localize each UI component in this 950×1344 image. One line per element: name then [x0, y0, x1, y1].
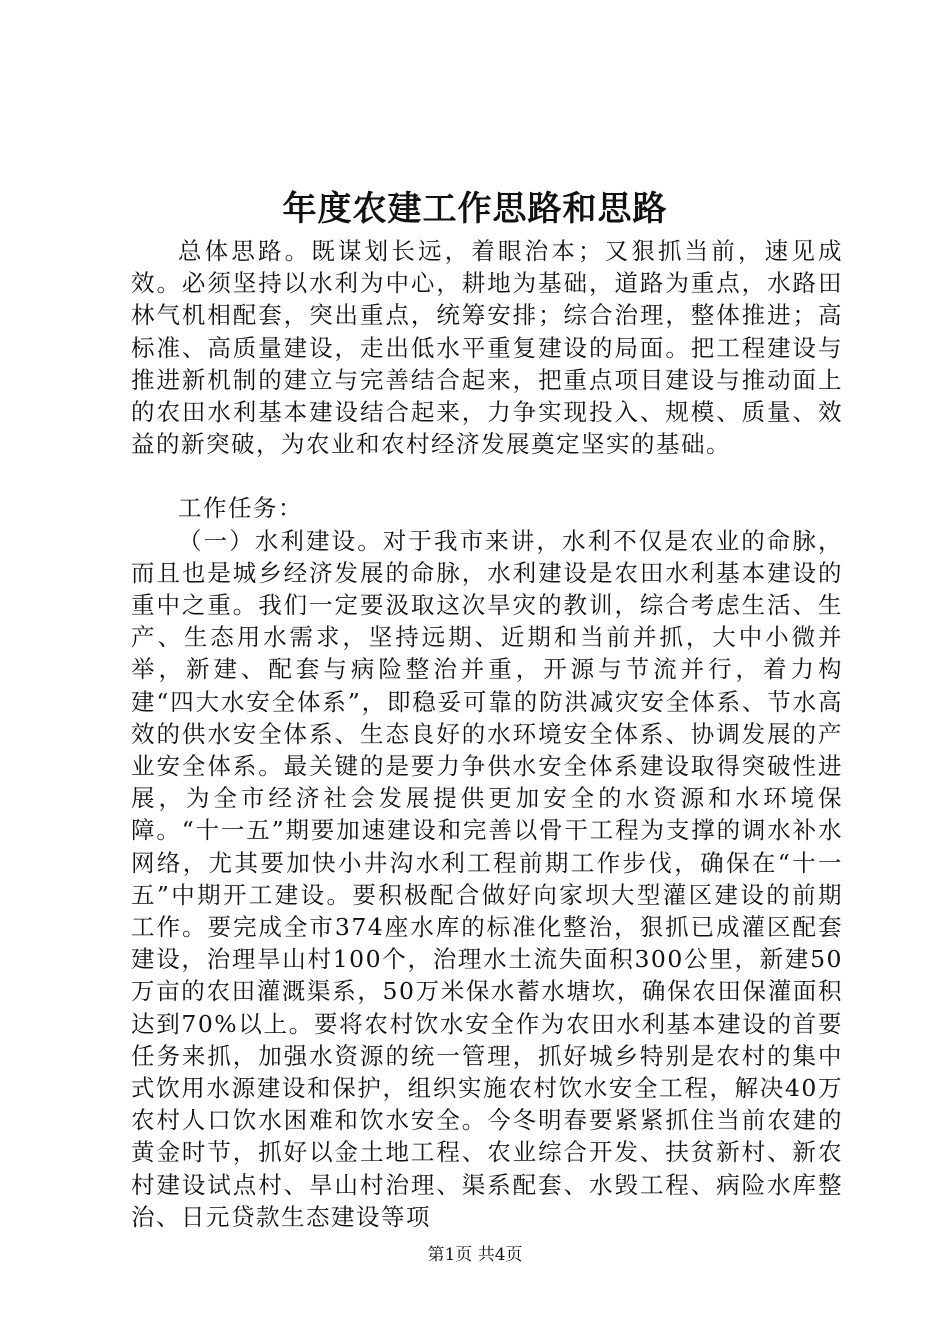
- document-body: [131, 235, 843, 1233]
- page-footer: 第1页 共4页: [427, 1245, 523, 1265]
- paragraph-water-conservancy: （一）水利建设。对于我市来讲，水利不仅是农业的命脉，而且也是城乡经济发展的命脉，水利建设是农田水利基本建设的重中之重。我们一定要汲取这次旱灾的教训，综合考虑生活、生产、生态用水需求，坚持远期、近期和当前并抓，大中小微并举，新建、配套与病险整治并重，开源与节流并行，着力构建“四大水安全体系”，即稳妥可靠的防洪减灾安全体系、节水高效的供水安全体系、生态良好的水环境安全体系、协调发展的产业安全体系。最关键的是要力争供水安全体系建设取得突破性进展，为全市经济社会发展提供更加安全的水资源和水环境保障。“十一五”期要加速建设和完善以骨干工程为支撑的调水补水网络，尤其要加快小井沟水利工程前期工作步伐，确保在“十一五”中期开工建设。要积极配合做好向家坝大型灌区建设的前期工作。要完成全市374座水库的标准化整治，狠抓已成灌区配套建设，治理旱山村100个，治理水土流失面积300公里，新建50万亩的农田灌溉渠系，50万米保水蓄水塘坎，确保农田保灌面积达到70%以上。要将农村饮水安全作为农田水利基本建设的首要任务来抓，加强水资源的统一管理，抓好城乡特别是农村的集中式饮用水源建设和保护，组织实施农村饮水安全工程，解决40万农村人口饮水困难和饮水安全。今冬明春要紧紧抓住当前农建的黄金时节，抓好以金土地工程、农业综合开发、扶贫新村、新农村建设试点村、旱山村治理、渠系配套、水毁工程、病险水库整治、日元贷款生态建设等项: [131, 526, 843, 1231]
- paragraph-overall-approach: 总体思路。既谋划长远，着眼治本；又狠抓当前，速见成效。必须坚持以水利为中心，耕地为基础，道路为重点，水路田林气机相配套，突出重点，统筹安排；综合治理，整体推进；高标准、高质量建设，走出低水平重复建设的局面。把工程建设与推进新机制的建立与完善结合起来，把重点项目建设与推动面上的农田水利基本建设结合起来，力争实现投入、规模、质量、效益的新突破，为农业和农村经济发展奠定坚实的基础。: [131, 237, 843, 459]
- paragraph-work-tasks-heading: 工作任务：: [178, 494, 303, 523]
- document-title: 年度农建工作思路和思路: [282, 189, 668, 229]
